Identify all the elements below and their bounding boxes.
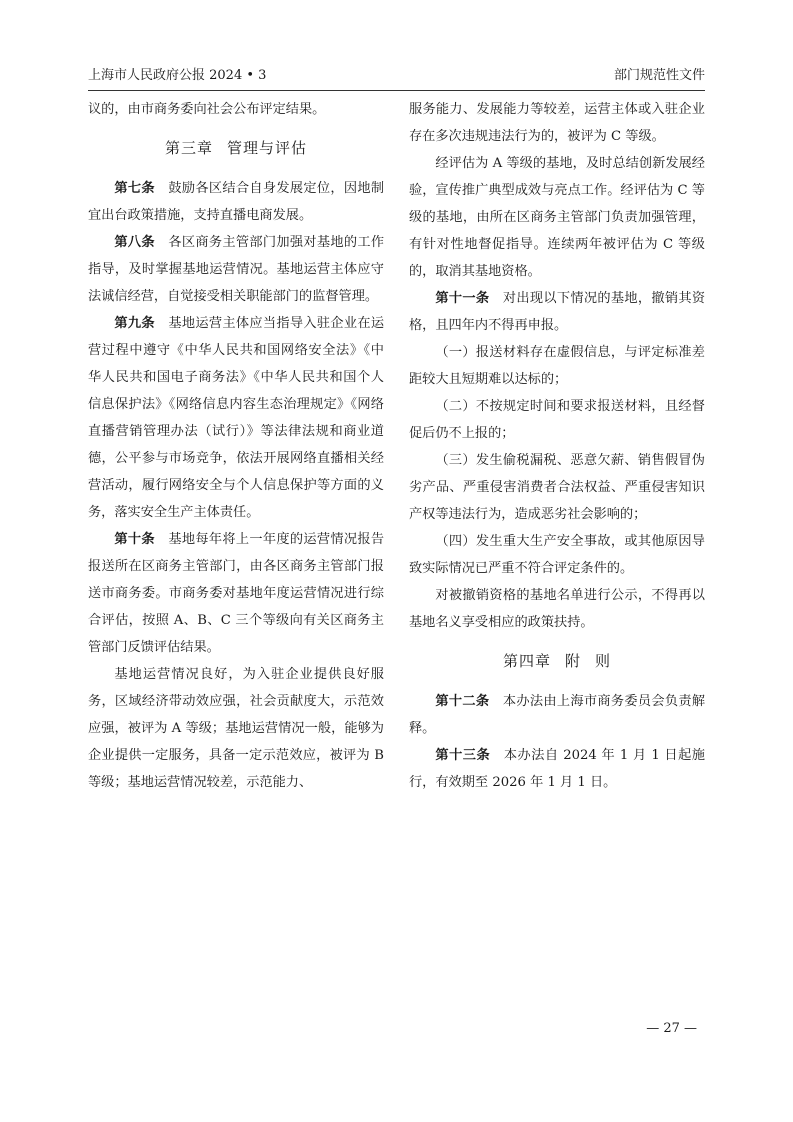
paragraph xyxy=(88,526,384,661)
page-number: — 27 — xyxy=(646,1021,697,1036)
header-rule xyxy=(88,90,705,91)
paragraph xyxy=(409,447,705,528)
paragraph-text: 本办法自 2024 年 1 月 1 日起施行，有效期至 2026 年 1 月 1 日。 xyxy=(409,748,705,790)
paragraph-text: 各区商务主管部门加强对基地的工作指导，及时掌握基地运营情况。基地运营主体应守法诚信经营，自觉接受相关职能部门的监督管理。 xyxy=(88,235,385,304)
paragraph-text: 对出现以下情况的基地，撤销其资格，且四年内不得再申报。 xyxy=(409,291,706,333)
paragraph xyxy=(409,742,705,796)
paragraph xyxy=(409,339,705,393)
chapter-heading-part: 管理与评估 xyxy=(227,139,308,157)
paragraph-text: 经评估为 A 等级的基地，及时总结创新发展经验，宣传推广典型成效与亮点工作。经评估为 C 等级的基地，由所在区商务主管部门负责加强管理，有针对性地督促指导。连续两年被评估为 C 等级的，取消其基地资格。 xyxy=(409,156,705,279)
article-number: 第十一条 xyxy=(435,291,490,306)
article-number: 第九条 xyxy=(114,316,155,331)
chapter-heading-part: 第三章 xyxy=(164,139,213,157)
paragraph-text: 鼓励各区结合自身发展定位，因地制宜出台政策措施，支持直播电商发展。 xyxy=(88,181,385,223)
paragraph-text: （三）发生偷税漏税、恶意欠薪、销售假冒伪劣产品、严重侵害消费者合法权益、严重侵害知识产权等违法行为，造成恶劣社会影响的； xyxy=(409,453,705,522)
left-column xyxy=(88,96,384,796)
paragraph xyxy=(409,96,705,150)
paragraph xyxy=(88,96,384,123)
article-number: 第十条 xyxy=(114,532,155,547)
paragraph xyxy=(88,175,384,229)
paragraph-text: （四）发生重大生产安全事故，或其他原因导致实际情况已严重不符合评定条件的。 xyxy=(409,534,705,576)
page-header xyxy=(88,64,705,88)
paragraph xyxy=(409,150,705,285)
paragraph-text: （一）报送材料存在虚假信息，与评定标准差距较大且短期难以达标的； xyxy=(409,345,705,387)
paragraph xyxy=(409,582,705,636)
paragraph-text: 议的，由市商务委向社会公布评定结果。 xyxy=(88,102,326,117)
paragraph xyxy=(88,310,384,526)
paragraph-text: 本办法由上海市商务委员会负责解释。 xyxy=(409,694,706,736)
chapter-heading-part: 则 xyxy=(595,652,612,670)
chapter-heading-part: 附 xyxy=(564,652,581,670)
paragraph-text: （二）不按规定时间和要求报送材料，且经督促后仍不上报的； xyxy=(409,399,705,441)
chapter-heading xyxy=(88,133,384,163)
paragraph-text: 基地运营情况良好，为入驻企业提供良好服务，区域经济带动效应强，社会贡献度大，示范效应强，被评为 A 等级；基地运营情况一般，能够为企业提供一定服务，具备一定示范效应，被评为 B 等级；基地运营情况较差，示范能力、 xyxy=(88,667,384,790)
paragraph xyxy=(88,661,384,796)
paragraph-text: 基地运营主体应当指导入驻企业在运营过程中遵守《中华人民共和国网络安全法》《中华人民共和国电子商务法》《中华人民共和国个人信息保护法》《网络信息内容生态治理规定》《网络直播营销管理办法（试行）》等法律法规和商业道德，公平参与市场竞争，依法开展网络直播相关经营活动，履行网络安全与个人信息保护等方面的义务，落实安全生产主体责任。 xyxy=(88,316,385,520)
publication-title: 上海市人民政府公报 2024 • 3 xyxy=(88,68,267,83)
article-number: 第八条 xyxy=(114,235,155,250)
chapter-heading-part: 第四章 xyxy=(502,652,551,670)
right-column xyxy=(409,96,705,796)
paragraph-text: 基地每年将上一年度的运营情况报告报送所在区商务主管部门，由各区商务主管部门报送市商务委。市商务委对基地年度运营情况进行综合评估，按照 A、B、C 三个等级向有关区商务主管部门反馈评估结果。 xyxy=(88,532,385,655)
chapter-heading xyxy=(409,646,705,676)
paragraph xyxy=(409,528,705,582)
paragraph-text: 对被撤销资格的基地名单进行公示，不得再以基地名义享受相应的政策扶持。 xyxy=(409,588,705,630)
article-number: 第七条 xyxy=(114,181,155,196)
paragraph-text: 服务能力、发展能力等较差，运营主体或入驻企业存在多次违规违法行为的，被评为 C 等级。 xyxy=(409,102,705,144)
paragraph xyxy=(409,393,705,447)
section-label: 部门规范性文件 xyxy=(613,68,705,83)
paragraph xyxy=(88,229,384,310)
paragraph xyxy=(409,688,705,742)
article-number: 第十二条 xyxy=(435,694,490,709)
paragraph xyxy=(409,285,705,339)
article-number: 第十三条 xyxy=(435,748,491,763)
